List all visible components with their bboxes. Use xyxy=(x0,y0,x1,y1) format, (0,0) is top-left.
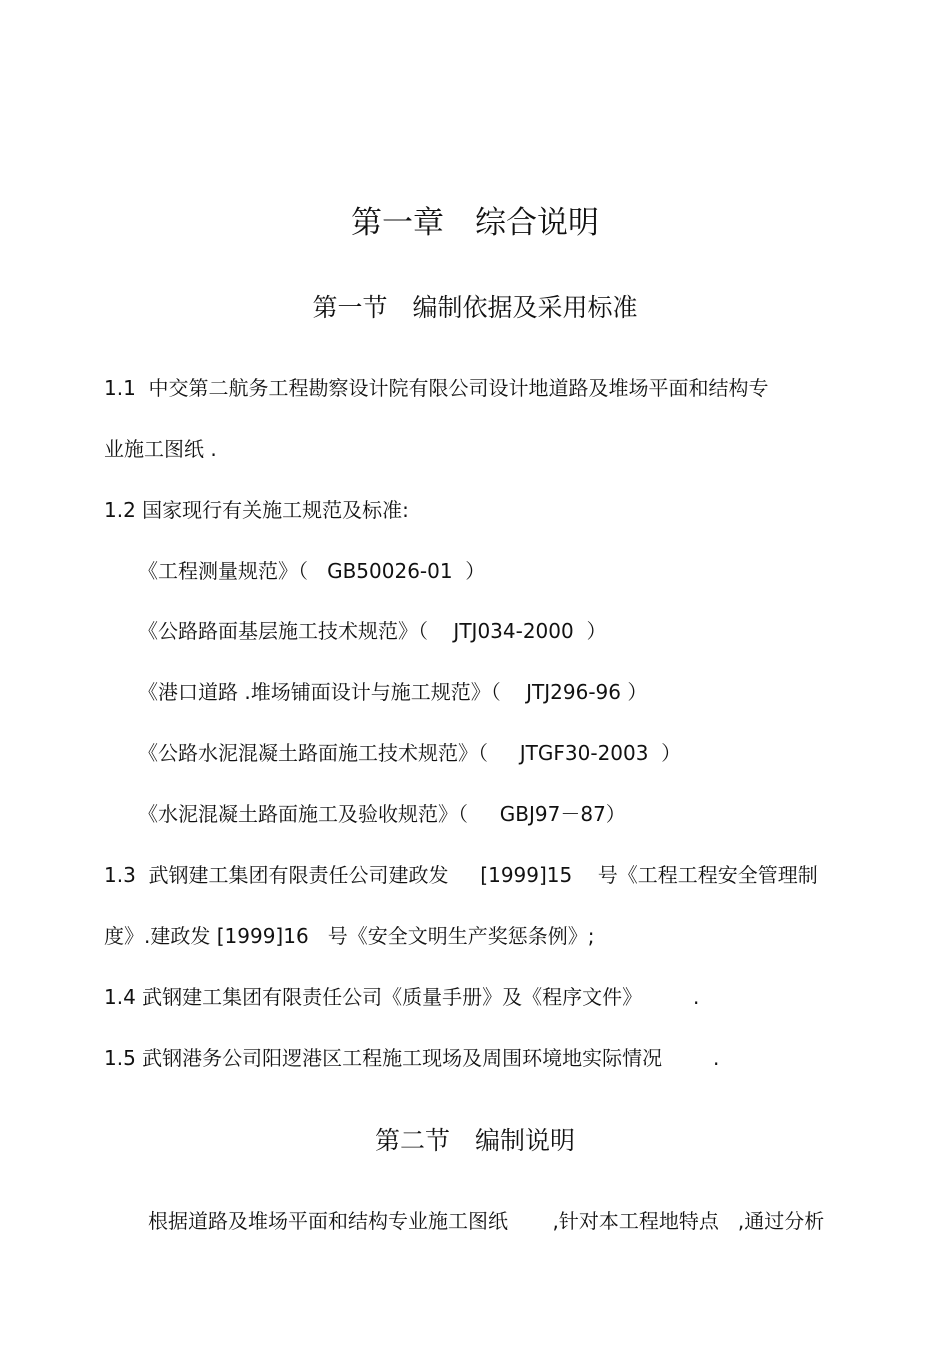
standard-item: 《港口道路 .堆场铺面设计与施工规范》（ JTJ296-96 ） xyxy=(138,680,648,704)
standard-item: 《工程测量规范》（ GB50026-01 ） xyxy=(138,559,486,583)
item-1-3-line1: 1.3 武钢建工集团有限责任公司建政发 [1999]15 号《工程工程安全管理制 xyxy=(104,863,818,887)
item-1-3-line2: 度》.建政发 [1999]16 号《安全文明生产奖惩条例》; xyxy=(104,924,595,948)
item-1-1-line1: 1.1 中交第二航务工程勘察设计院有限公司设计地道路及堆场平面和结构专 xyxy=(104,376,769,400)
section2-paragraph: 根据道路及堆场平面和结构专业施工图纸 ,针对本工程地特点 ,通过分析 xyxy=(148,1209,825,1233)
standard-item: 《公路水泥混凝土路面施工技术规范》（ JTGF30-2003 ） xyxy=(138,741,682,765)
section-title-1: 第一节 编制依据及采用标准 xyxy=(312,293,638,322)
item-1-2: 1.2 国家现行有关施工规范及标准: xyxy=(104,498,409,522)
item-1-1-line2: 业施工图纸 . xyxy=(104,437,217,461)
item-1-5: 1.5 武钢港务公司阳逻港区工程施工现场及周围环境地实际情况 . xyxy=(104,1046,720,1070)
chapter-title: 第一章 综合说明 xyxy=(351,205,599,241)
standard-item: 《水泥混凝土路面施工及验收规范》（ GBJ97－87） xyxy=(138,802,626,826)
standard-item: 《公路路面基层施工技术规范》（ JTJ034-2000 ） xyxy=(138,619,607,643)
section-title-2: 第二节 编制说明 xyxy=(374,1126,575,1155)
item-1-4: 1.4 武钢建工集团有限责任公司《质量手册》及《程序文件》 . xyxy=(104,985,700,1009)
